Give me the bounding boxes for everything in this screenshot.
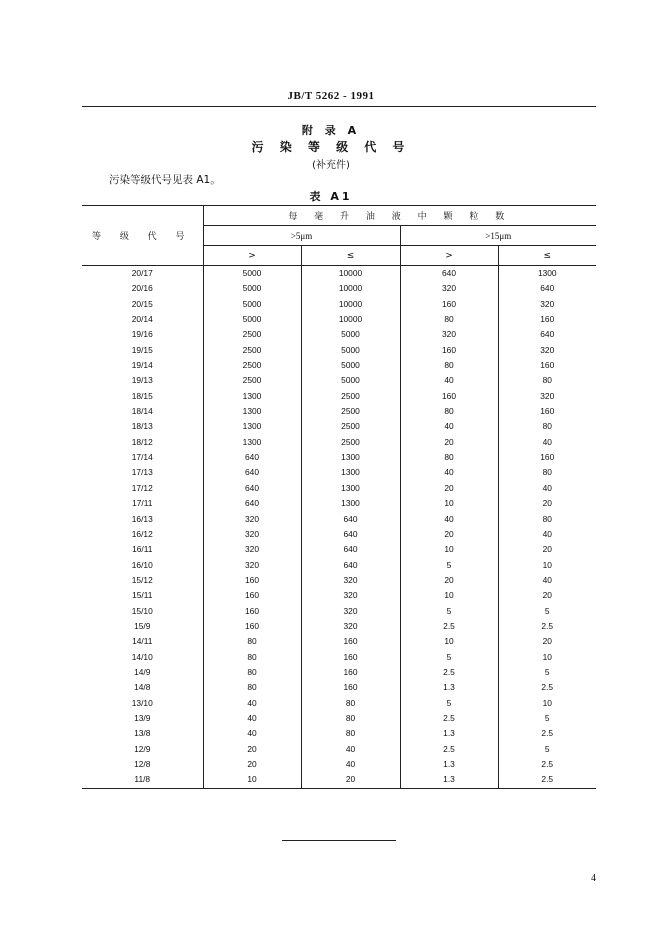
count-15um-min-cell: 40 xyxy=(400,419,498,434)
grade-code-cell: 15/11 xyxy=(132,590,153,601)
count-15um-min-cell: 40 xyxy=(400,512,498,527)
count-5um-min-cell: 5000 xyxy=(203,297,301,312)
count-15um-max-cell: 320 xyxy=(498,389,596,404)
grade-code-cell: 15/12 xyxy=(131,574,153,585)
count-15um-max-cell: 20 xyxy=(498,496,596,511)
count-15um-max-cell: 10 xyxy=(498,558,596,573)
count-15um-max-cell: 5 xyxy=(498,742,596,757)
count-15um-max-cell: 2.5 xyxy=(498,680,596,695)
count-15um-min-cell: 160 xyxy=(400,343,498,358)
table-row xyxy=(82,450,596,465)
count-5um-min-cell: 10 xyxy=(203,772,301,788)
count-5um-min-cell: 2500 xyxy=(203,327,301,342)
comparator-greater: > xyxy=(203,246,301,266)
count-15um-min-cell: 40 xyxy=(400,465,498,480)
count-15um-min-cell: 2.5 xyxy=(400,665,498,680)
grade-code-cell: 14/9 xyxy=(134,666,151,677)
count-15um-max-cell: 320 xyxy=(498,297,596,312)
count-15um-min-cell: 2.5 xyxy=(400,711,498,726)
grade-code-cell: 16/10 xyxy=(131,559,153,570)
count-15um-min-cell: 10 xyxy=(400,542,498,557)
table-row xyxy=(82,435,596,450)
count-15um-min-cell: 20 xyxy=(400,481,498,496)
count-15um-min-cell: 20 xyxy=(400,527,498,542)
standard-code: JB/T 5262 - 1991 xyxy=(287,90,375,102)
table-row xyxy=(82,373,596,388)
table-caption: 表 A1 xyxy=(309,190,353,203)
count-15um-min-cell: 1.3 xyxy=(400,772,498,788)
table-row xyxy=(82,757,596,772)
count-15um-max-cell: 20 xyxy=(498,634,596,649)
table-row xyxy=(82,496,596,511)
count-15um-min-cell: 5 xyxy=(400,604,498,619)
count-15um-max-cell: 40 xyxy=(498,573,596,588)
comparator-less-equal: ≤ xyxy=(301,246,400,266)
count-15um-min-cell: 80 xyxy=(400,312,498,327)
count-5um-min-cell: 160 xyxy=(203,573,301,588)
count-15um-min-cell: 640 xyxy=(400,266,498,282)
grade-code-cell: 14/8 xyxy=(134,682,151,693)
table-row xyxy=(82,327,596,342)
count-15um-min-cell: 80 xyxy=(400,358,498,373)
table-row xyxy=(82,527,596,542)
count-15um-max-cell: 40 xyxy=(498,435,596,450)
table-row xyxy=(82,419,596,434)
table-row xyxy=(82,588,596,603)
grade-code-cell: 16/13 xyxy=(131,513,153,524)
grade-code-cell: 13/10 xyxy=(131,697,153,708)
count-5um-min-cell: 2500 xyxy=(203,358,301,373)
size-group-5um: >5μm xyxy=(203,226,400,246)
grade-column-header: 等 级 代 号 xyxy=(82,206,203,266)
table-row xyxy=(82,634,596,649)
intro-text: 污染等级代号见表 A1。 xyxy=(109,174,221,186)
count-5um-min-cell: 40 xyxy=(203,696,301,711)
count-5um-min-cell: 640 xyxy=(203,496,301,511)
count-15um-min-cell: 40 xyxy=(400,373,498,388)
count-5um-max-cell: 320 xyxy=(301,573,400,588)
count-15um-max-cell: 5 xyxy=(498,665,596,680)
count-15um-max-cell: 160 xyxy=(498,450,596,465)
table-row xyxy=(82,281,596,296)
count-15um-max-cell: 40 xyxy=(498,527,596,542)
grade-code-cell: 17/12 xyxy=(131,482,153,493)
count-5um-min-cell: 20 xyxy=(203,757,301,772)
count-15um-max-cell: 10 xyxy=(498,650,596,665)
count-15um-min-cell: 160 xyxy=(400,297,498,312)
table-row xyxy=(82,604,596,619)
table-row xyxy=(82,742,596,757)
grade-code-cell: 17/11 xyxy=(132,498,153,509)
count-5um-min-cell: 2500 xyxy=(203,343,301,358)
count-5um-min-cell: 320 xyxy=(203,558,301,573)
count-5um-max-cell: 2500 xyxy=(301,419,400,434)
count-5um-min-cell: 80 xyxy=(203,650,301,665)
grade-code-cell: 12/8 xyxy=(134,759,151,769)
count-15um-min-cell: 320 xyxy=(400,281,498,296)
table-row xyxy=(82,558,596,573)
count-15um-max-cell: 20 xyxy=(498,588,596,603)
grade-code-cell: 20/17 xyxy=(131,268,153,278)
table-row xyxy=(82,711,596,726)
count-15um-min-cell: 5 xyxy=(400,558,498,573)
count-15um-min-cell: 320 xyxy=(400,327,498,342)
table-row xyxy=(82,696,596,711)
count-5um-max-cell: 10000 xyxy=(301,312,400,327)
count-5um-max-cell: 5000 xyxy=(301,343,400,358)
table-row xyxy=(82,297,596,312)
grade-code-cell: 13/9 xyxy=(134,712,151,723)
grade-code-cell: 18/13 xyxy=(131,421,153,432)
count-5um-min-cell: 1300 xyxy=(203,419,301,434)
grade-code-cell: 20/16 xyxy=(131,283,153,294)
table-row xyxy=(82,358,596,373)
count-15um-min-cell: 2.5 xyxy=(400,619,498,634)
count-5um-min-cell: 1300 xyxy=(203,404,301,419)
table-row xyxy=(82,389,596,404)
grade-code-cell: 16/12 xyxy=(131,528,153,539)
grade-code-cell: 16/11 xyxy=(132,544,153,555)
count-15um-max-cell: 160 xyxy=(498,358,596,373)
count-5um-min-cell: 40 xyxy=(203,711,301,726)
table-row xyxy=(82,512,596,527)
grade-code-cell: 13/8 xyxy=(134,728,151,739)
count-5um-min-cell: 5000 xyxy=(203,266,301,282)
count-5um-max-cell: 320 xyxy=(301,588,400,603)
count-5um-max-cell: 2500 xyxy=(301,389,400,404)
count-5um-max-cell: 640 xyxy=(301,542,400,557)
count-5um-min-cell: 160 xyxy=(203,588,301,603)
count-15um-max-cell: 1300 xyxy=(498,266,596,282)
grade-code-cell: 17/14 xyxy=(131,452,153,463)
count-5um-min-cell: 1300 xyxy=(203,435,301,450)
table-row xyxy=(82,650,596,665)
grade-code-cell: 20/15 xyxy=(131,298,153,309)
grade-code-cell: 15/10 xyxy=(131,605,153,616)
count-5um-max-cell: 160 xyxy=(301,665,400,680)
count-5um-max-cell: 5000 xyxy=(301,373,400,388)
comparator-greater: > xyxy=(400,246,498,266)
count-15um-min-cell: 10 xyxy=(400,496,498,511)
table-row xyxy=(82,542,596,557)
grade-code-cell: 17/13 xyxy=(131,467,153,478)
count-5um-max-cell: 160 xyxy=(301,650,400,665)
grade-code-cell: 18/12 xyxy=(131,436,153,447)
count-5um-max-cell: 320 xyxy=(301,619,400,634)
footer-rule xyxy=(282,840,396,841)
count-5um-max-cell: 640 xyxy=(301,558,400,573)
count-15um-min-cell: 1.3 xyxy=(400,726,498,741)
grade-code-cell: 12/9 xyxy=(134,743,151,754)
count-15um-max-cell: 160 xyxy=(498,404,596,419)
count-5um-min-cell: 5000 xyxy=(203,281,301,296)
table-row xyxy=(82,772,596,788)
table-row xyxy=(82,481,596,496)
count-5um-min-cell: 80 xyxy=(203,634,301,649)
count-15um-max-cell: 2.5 xyxy=(498,772,596,788)
table-row xyxy=(82,573,596,588)
count-15um-min-cell: 10 xyxy=(400,588,498,603)
count-5um-max-cell: 80 xyxy=(301,726,400,741)
size-group-15um: >15μm xyxy=(400,226,596,246)
count-5um-min-cell: 320 xyxy=(203,527,301,542)
count-15um-min-cell: 10 xyxy=(400,634,498,649)
count-5um-max-cell: 5000 xyxy=(301,327,400,342)
count-5um-min-cell: 320 xyxy=(203,542,301,557)
count-15um-min-cell: 160 xyxy=(400,389,498,404)
count-15um-max-cell: 20 xyxy=(498,542,596,557)
count-15um-min-cell: 20 xyxy=(400,435,498,450)
count-15um-max-cell: 160 xyxy=(498,312,596,327)
grade-code-cell: 20/14 xyxy=(131,314,153,325)
count-15um-min-cell: 1.3 xyxy=(400,680,498,695)
count-15um-max-cell: 5 xyxy=(498,711,596,726)
grade-code-cell: 14/11 xyxy=(132,636,153,647)
count-15um-max-cell: 10 xyxy=(498,696,596,711)
grade-code-cell: 18/15 xyxy=(131,390,153,401)
count-5um-max-cell: 640 xyxy=(301,512,400,527)
count-5um-min-cell: 640 xyxy=(203,465,301,480)
appendix-label: 附 录 A xyxy=(301,124,361,137)
count-5um-max-cell: 1300 xyxy=(301,465,400,480)
count-15um-max-cell: 2.5 xyxy=(498,619,596,634)
count-5um-min-cell: 640 xyxy=(203,481,301,496)
count-5um-max-cell: 160 xyxy=(301,680,400,695)
count-5um-min-cell: 160 xyxy=(203,604,301,619)
count-15um-max-cell: 80 xyxy=(498,465,596,480)
grade-code-cell: 15/9 xyxy=(134,620,151,631)
count-15um-max-cell: 5 xyxy=(498,604,596,619)
table-row xyxy=(82,726,596,741)
table-row xyxy=(82,404,596,419)
count-5um-max-cell: 80 xyxy=(301,711,400,726)
header-rule xyxy=(82,106,596,107)
count-5um-max-cell: 40 xyxy=(301,757,400,772)
appendix-title: 污 染 等 级 代 号 xyxy=(251,140,411,154)
table-row xyxy=(82,343,596,358)
table-row xyxy=(82,665,596,680)
count-5um-min-cell: 640 xyxy=(203,450,301,465)
count-5um-max-cell: 160 xyxy=(301,634,400,649)
count-15um-min-cell: 5 xyxy=(400,696,498,711)
table-row xyxy=(82,465,596,480)
count-5um-max-cell: 80 xyxy=(301,696,400,711)
grade-code-cell: 14/10 xyxy=(131,651,153,662)
table-row xyxy=(82,619,596,634)
count-5um-min-cell: 20 xyxy=(203,742,301,757)
count-15um-max-cell: 320 xyxy=(498,343,596,358)
grade-code-cell: 18/14 xyxy=(131,406,153,417)
count-5um-max-cell: 10000 xyxy=(301,281,400,296)
appendix-subtitle: (补充件) xyxy=(312,160,350,171)
count-15um-min-cell: 5 xyxy=(400,650,498,665)
count-5um-min-cell: 160 xyxy=(203,619,301,634)
count-15um-min-cell: 80 xyxy=(400,404,498,419)
count-5um-min-cell: 80 xyxy=(203,665,301,680)
count-5um-max-cell: 2500 xyxy=(301,435,400,450)
count-5um-min-cell: 1300 xyxy=(203,389,301,404)
count-5um-min-cell: 5000 xyxy=(203,312,301,327)
grade-code-cell: 11/8 xyxy=(82,772,203,788)
count-15um-max-cell: 640 xyxy=(498,281,596,296)
table-body xyxy=(82,266,596,789)
count-5um-min-cell: 2500 xyxy=(203,373,301,388)
count-15um-max-cell: 2.5 xyxy=(498,726,596,741)
grade-code-cell: 19/15 xyxy=(131,344,153,355)
count-5um-max-cell: 2500 xyxy=(301,404,400,419)
count-5um-max-cell: 320 xyxy=(301,604,400,619)
count-5um-max-cell: 1300 xyxy=(301,481,400,496)
grade-code-cell: 19/16 xyxy=(131,329,153,340)
page-number: 4 xyxy=(591,873,596,884)
table-row xyxy=(82,266,596,282)
grade-code-cell: 19/13 xyxy=(131,375,153,386)
count-5um-min-cell: 80 xyxy=(203,680,301,695)
count-15um-max-cell: 40 xyxy=(498,481,596,496)
count-15um-min-cell: 80 xyxy=(400,450,498,465)
contamination-grade-table xyxy=(82,205,596,789)
count-5um-max-cell: 640 xyxy=(301,527,400,542)
count-5um-max-cell: 1300 xyxy=(301,496,400,511)
count-5um-max-cell: 5000 xyxy=(301,358,400,373)
count-5um-min-cell: 320 xyxy=(203,512,301,527)
count-15um-max-cell: 2.5 xyxy=(498,757,596,772)
count-15um-max-cell: 80 xyxy=(498,419,596,434)
count-5um-min-cell: 40 xyxy=(203,726,301,741)
count-5um-max-cell: 40 xyxy=(301,742,400,757)
particle-count-header: 每 毫 升 油 液 中 颗 粒 数 xyxy=(203,206,596,226)
count-5um-max-cell: 10000 xyxy=(301,266,400,282)
grade-code-cell: 19/14 xyxy=(131,360,153,371)
table-row xyxy=(82,680,596,695)
count-5um-max-cell: 10000 xyxy=(301,297,400,312)
count-15um-min-cell: 1.3 xyxy=(400,757,498,772)
count-5um-max-cell: 20 xyxy=(301,772,400,788)
count-15um-max-cell: 640 xyxy=(498,327,596,342)
count-15um-max-cell: 80 xyxy=(498,373,596,388)
table-row xyxy=(82,312,596,327)
count-5um-max-cell: 1300 xyxy=(301,450,400,465)
comparator-less-equal: ≤ xyxy=(498,246,596,266)
count-15um-min-cell: 20 xyxy=(400,573,498,588)
count-15um-max-cell: 80 xyxy=(498,512,596,527)
count-15um-min-cell: 2.5 xyxy=(400,742,498,757)
